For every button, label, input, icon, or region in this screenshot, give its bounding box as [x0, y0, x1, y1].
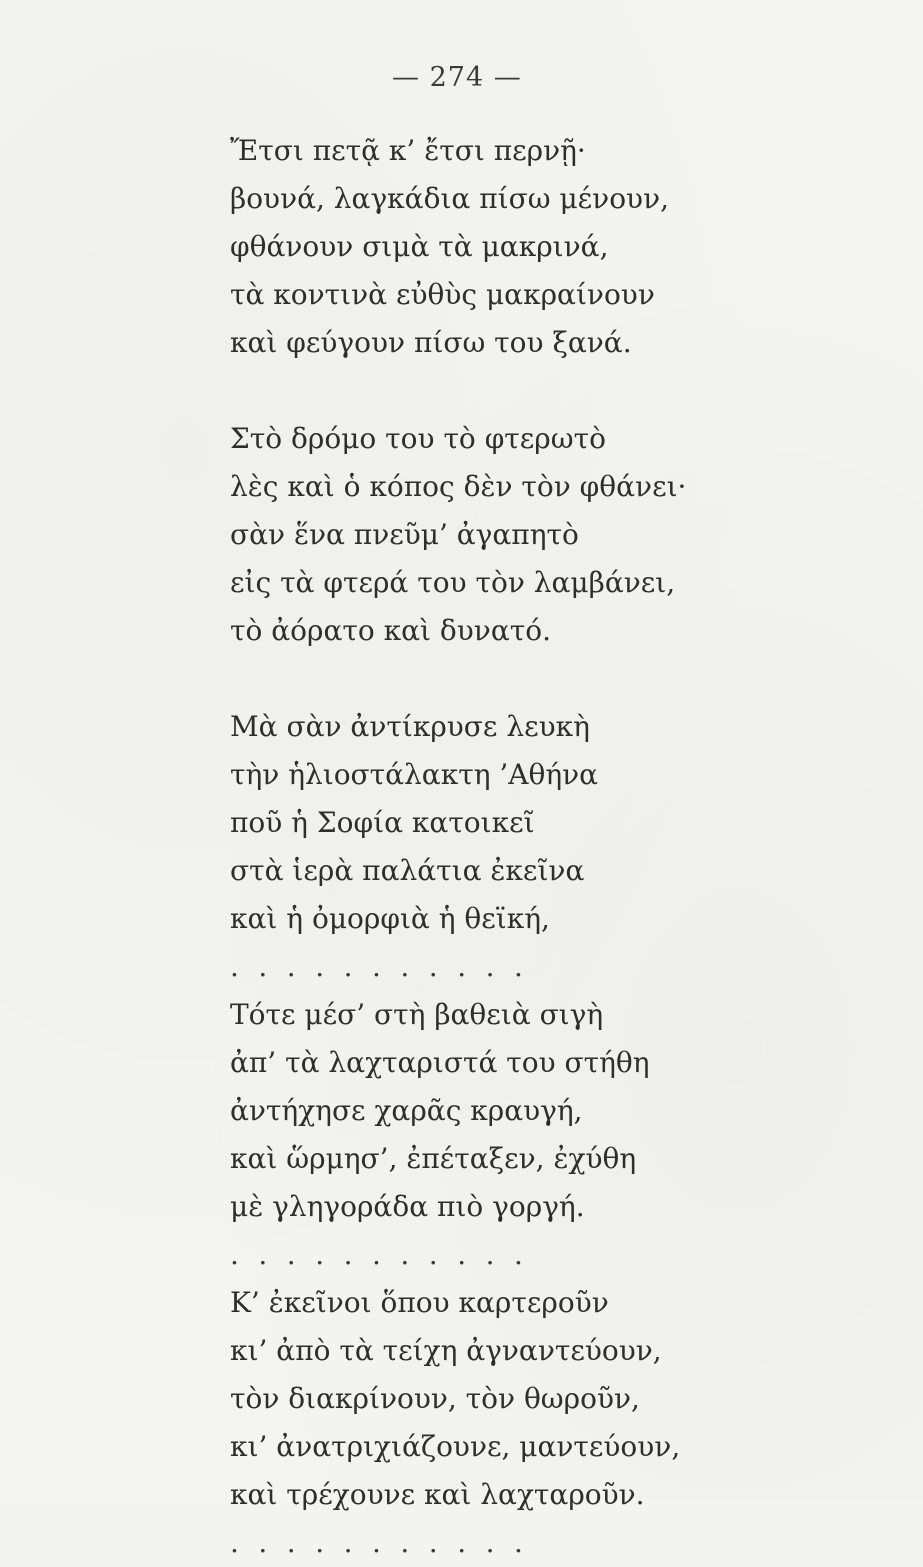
poem-line: καὶ ἡ ὀμορφιὰ ἡ θεϊκή,	[230, 902, 550, 935]
stanza-2	[230, 415, 880, 655]
poem-line: Στὸ δρόμο του τὸ φτερωτὸ	[230, 422, 606, 455]
poem-line: Μὰ σὰν ἀντίκρυσε λευκὴ	[230, 710, 590, 743]
poem-line: ποῦ ἡ Σοφία κατοικεῖ	[230, 806, 535, 839]
poem-line: ἀντήχησε χαρᾶς κραυγή,	[230, 1094, 583, 1127]
poem-line: βουνά, λαγκάδια πίσω μένουν,	[230, 182, 669, 215]
poem-line: λὲς καὶ ὁ κόπος δὲν τὸν φθάνει·	[230, 470, 687, 503]
page-number: — 274 —	[392, 62, 522, 93]
stanza-1	[230, 127, 880, 367]
stanza-gap	[230, 367, 880, 415]
poem	[230, 127, 880, 1567]
poem-line: Κ’ ἐκεῖνοι ὅπου καρτεροῦν	[230, 1286, 609, 1319]
poem-line: Ἔτσι πετᾷ κ’ ἔτσι περνῇ·	[230, 134, 586, 167]
stanza-gap	[230, 655, 880, 703]
poem-line: καὶ ὥρμησ’, ἐπέταξεν, ἐχύθη	[230, 1142, 637, 1175]
poem-line: Τότε μέσ’ στὴ βαθειὰ σιγὴ	[230, 998, 604, 1031]
poem-line: ἀπ’ τὰ λαχταριστά του στήθη	[230, 1046, 650, 1079]
ellipsis-dots: ...........	[230, 950, 543, 983]
poem-line: κι’ ἀπὸ τὰ τείχη ἀγναντεύουν,	[230, 1334, 662, 1367]
poem-line: τὸ ἀόρατο καὶ δυνατό.	[230, 614, 551, 647]
poem-line: τὸν διακρίνουν, τὸν θωροῦν,	[230, 1382, 640, 1415]
poem-line: καὶ τρέχουνε καὶ λαχταροῦν.	[230, 1478, 645, 1511]
stanza-5	[230, 1279, 880, 1567]
poem-line: καὶ φεύγουν πίσω του ξανά.	[230, 326, 632, 359]
ellipsis-dots: ...........	[230, 1238, 543, 1271]
poem-line: σὰν ἕνα πνεῦμ’ ἀγαπητὸ	[230, 518, 579, 551]
ellipsis-dots: ...........	[230, 1526, 543, 1559]
stanza-3	[230, 703, 880, 991]
poem-line: κι’ ἀνατριχιάζουνε, μαντεύουν,	[230, 1430, 681, 1463]
poem-line: τὰ κοντινὰ εὐθὺς μακραίνουν	[230, 278, 655, 311]
poem-line: μὲ γληγοράδα πιὸ γοργή.	[230, 1190, 585, 1223]
poem-line: στὰ ἱερὰ παλάτια ἐκεῖνα	[230, 854, 585, 887]
poem-line: τὴν ἡλιοστάλακτη ’Αθήνα	[230, 758, 599, 791]
poem-line: φθάνουν σιμὰ τὰ μακρινά,	[230, 230, 609, 263]
poem-line: εἰς τὰ φτερά του τὸν λαμβάνει,	[230, 566, 676, 599]
stanza-4	[230, 991, 880, 1279]
